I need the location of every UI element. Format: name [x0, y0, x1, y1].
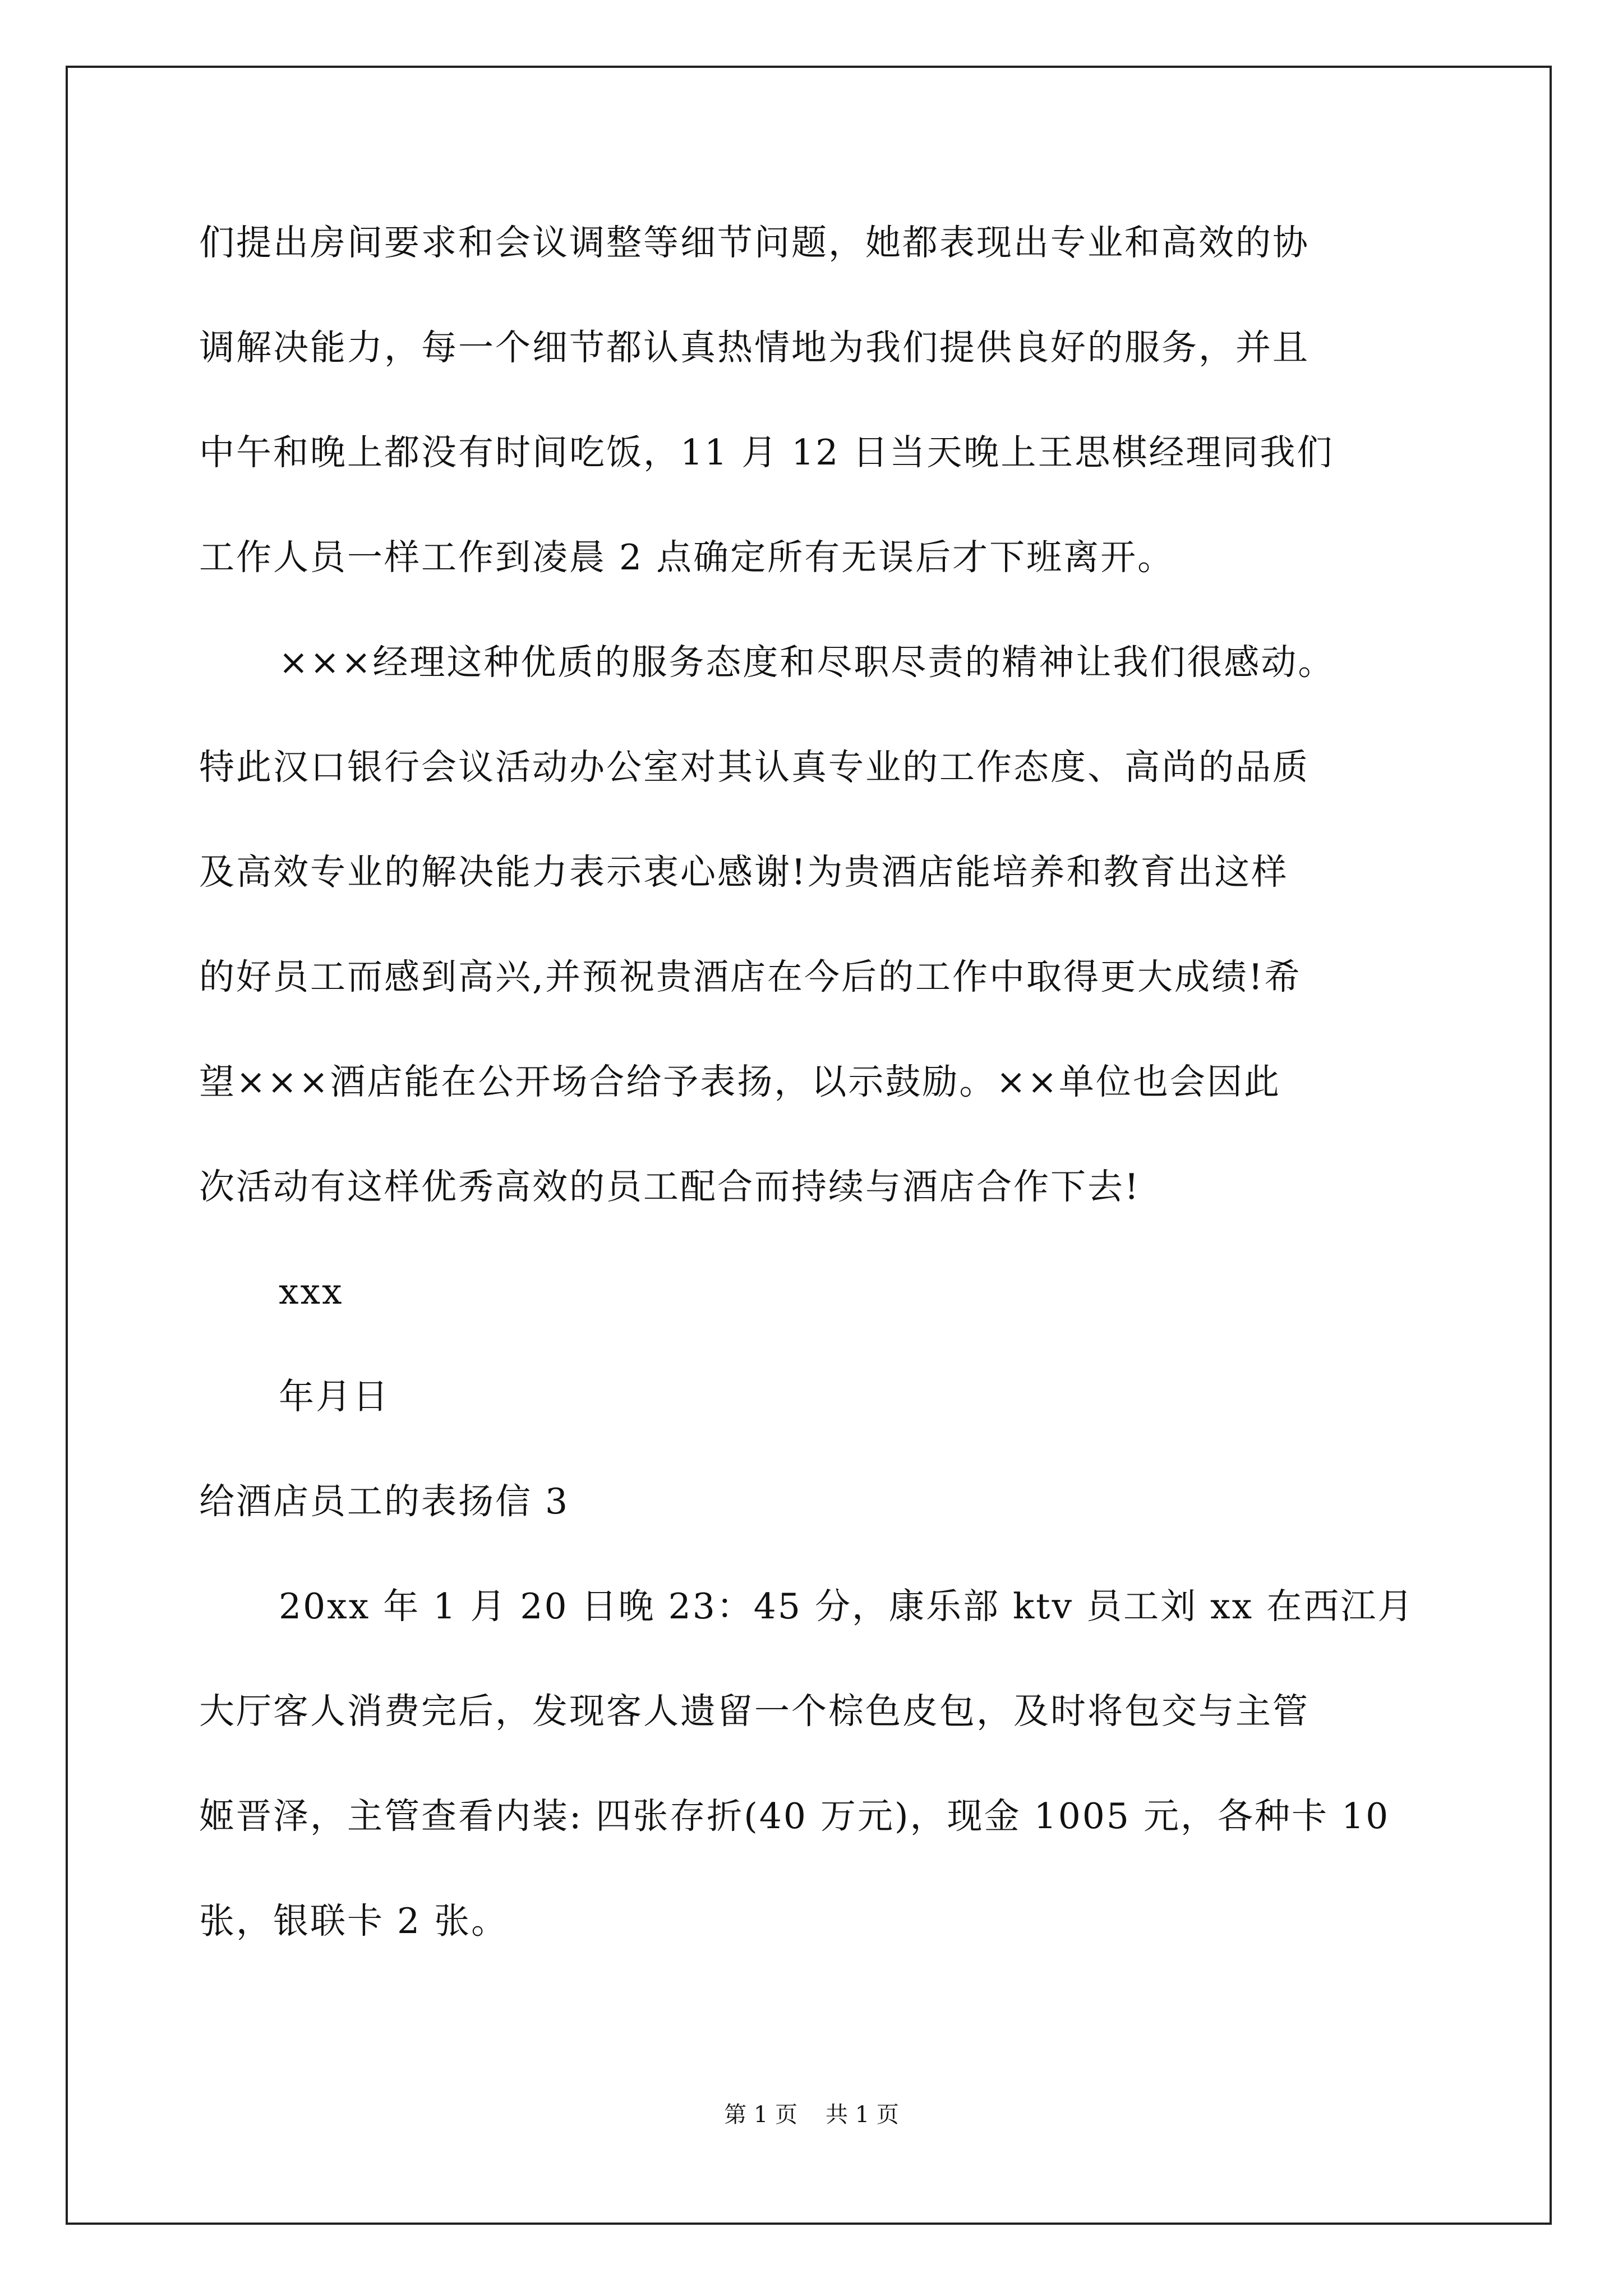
paragraph-line: 的好员工而感到高兴,并预祝贵酒店在今后的工作中取得更大成绩!希 — [199, 956, 1302, 997]
paragraph-line: 20xx 年 1 月 20 日晚 23：45 分，康乐部 ktv 员工刘 xx 在西江月 — [279, 1586, 1415, 1627]
page-total: 共 1 页 — [826, 2102, 899, 2128]
paragraph-line: 调解决能力，每一个细节都认真热情地为我们提供良好的服务，并且 — [199, 327, 1310, 368]
signature-name: xxx — [279, 1271, 344, 1312]
paragraph-line: 特此汉口银行会议活动办公室对其认真专业的工作态度、高尚的品质 — [199, 747, 1310, 788]
paragraph-line: 次活动有这样优秀高效的员工配合而持续与酒店合作下去! — [199, 1166, 1141, 1207]
paragraph-line: 们提出房间要求和会议调整等细节问题，她都表现出专业和高效的协 — [199, 222, 1310, 263]
paragraph-line: 张，银联卡 2 张。 — [199, 1901, 509, 1941]
document-body — [199, 216, 1455, 1999]
paragraph-line: 中午和晚上都没有时间吃饭，11 月 12 日当天晚上王思棋经理同我们 — [199, 432, 1334, 473]
paragraph-line: 工作人员一样工作到凌晨 2 点确定所有无误后才下班离开。 — [199, 537, 1175, 578]
paragraph-line: ×××经理这种优质的服务态度和尽职尽责的精神让我们很感动。 — [279, 642, 1335, 683]
paragraph-line: 及高效专业的解决能力表示衷心感谢!为贵酒店能培养和教育出这样 — [199, 852, 1289, 892]
page-footer — [0, 2098, 1623, 2132]
paragraph-line: 望×××酒店能在公开场合给予表扬，以示鼓励。××单位也会因此 — [199, 1061, 1281, 1102]
page-number: 第 1 页 — [724, 2102, 797, 2128]
section-title: 给酒店员工的表扬信 3 — [199, 1481, 570, 1522]
paragraph-line: 姬晋泽，主管查看内装: 四张存折(40 万元)，现金 1005 元，各种卡 10 — [199, 1796, 1390, 1837]
signature-date: 年月日 — [279, 1376, 390, 1417]
paragraph-line: 大厅客人消费完后，发现客人遗留一个棕色皮包，及时将包交与主管 — [199, 1691, 1310, 1732]
